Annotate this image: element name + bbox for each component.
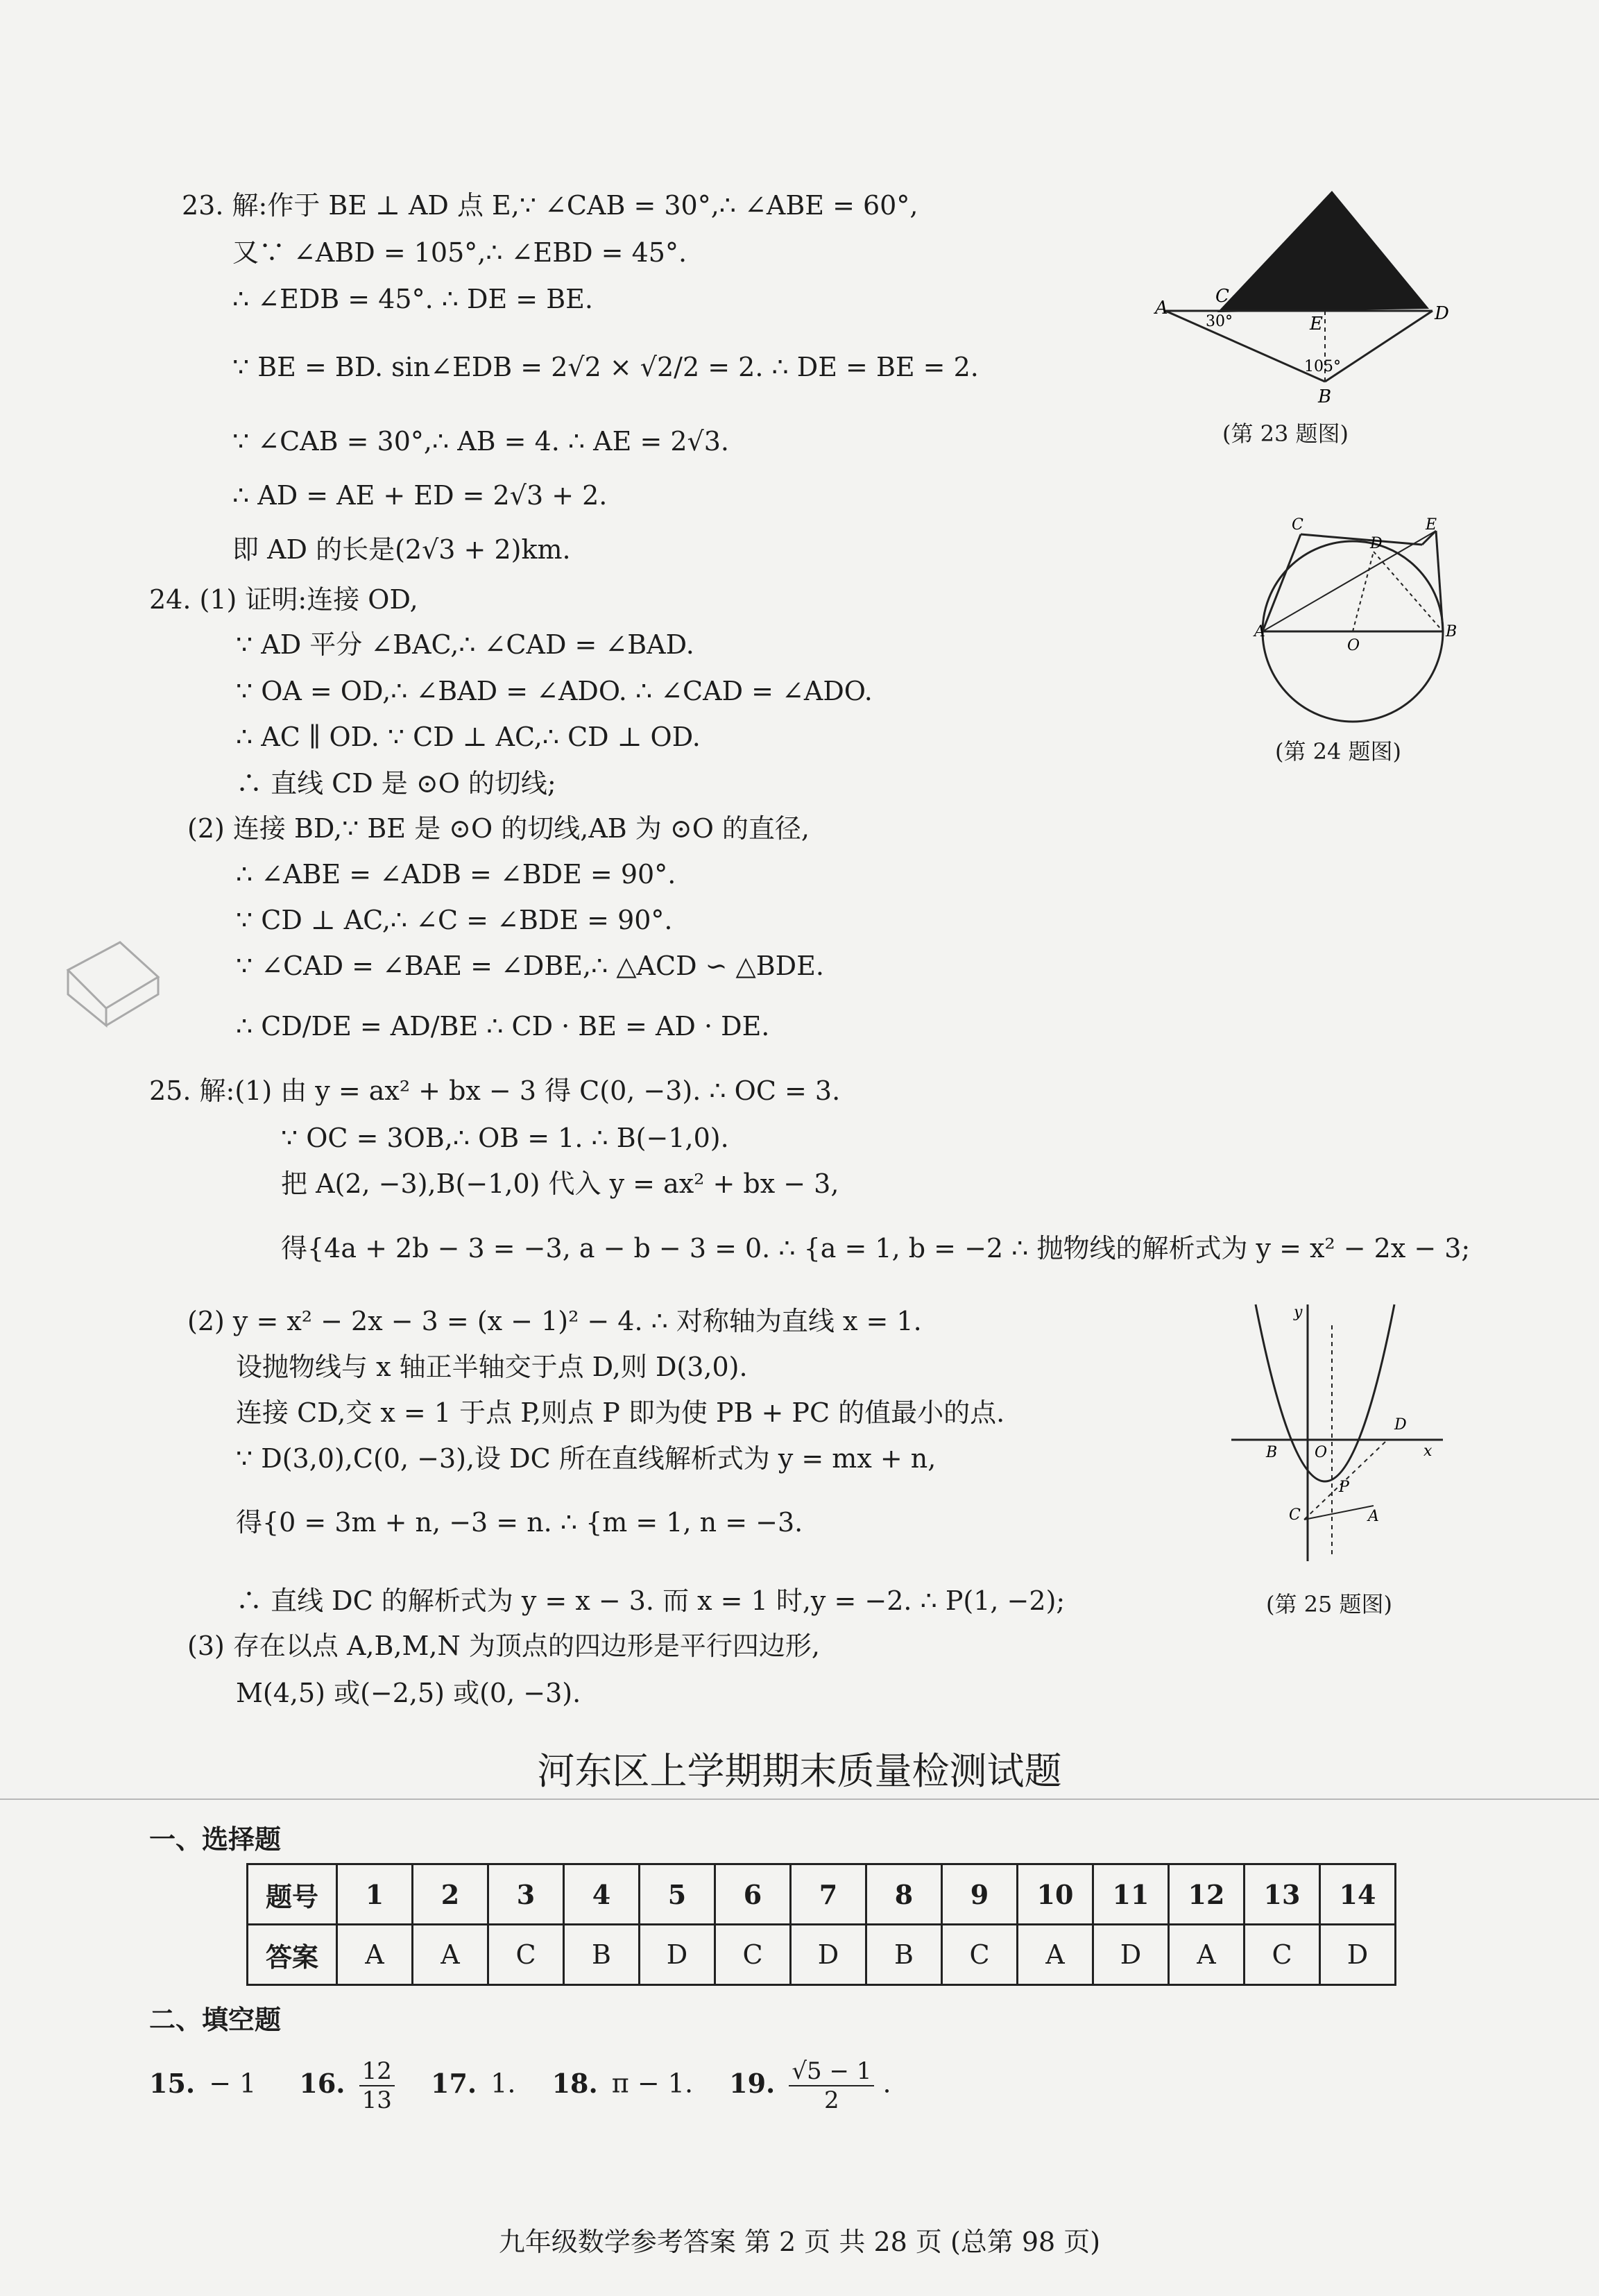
answer-cell: B — [564, 1925, 640, 1985]
row-label-answer: 答案 — [248, 1925, 337, 1985]
fig24-label-C: C — [1292, 516, 1303, 534]
fig25-label-A: A — [1368, 1508, 1379, 1525]
figure-23 — [1152, 187, 1457, 416]
question-number-cell: 2 — [413, 1864, 488, 1925]
question-number-cell: 8 — [866, 1864, 942, 1925]
solution-line-s24i: ∵ ∠CAD = ∠BAE = ∠DBE,∴ △ACD ∽ △BDE. — [236, 951, 824, 981]
answer-cell: C — [942, 1925, 1018, 1985]
solution-line-s23e: ∵ ∠CAB = 30°,∴ AB = 4. ∴ AE = 2√3. — [232, 426, 730, 457]
solution-line-s25l: M(4,5) 或(−2,5) 或(0, −3). — [236, 1678, 581, 1708]
fig25-label-x: x — [1423, 1443, 1433, 1460]
fig24-label-D: D — [1370, 535, 1383, 552]
solution-line-s24h: ∵ CD ⊥ AC,∴ ∠C = ∠BDE = 90°. — [236, 905, 673, 935]
q18-number: 18. — [551, 2067, 598, 2099]
q19-number: 19. — [729, 2067, 776, 2099]
q19-fraction — [789, 2057, 874, 2114]
figure-25 — [1228, 1298, 1457, 1561]
fig24-label-E: E — [1426, 516, 1437, 534]
solution-line-s25d: 得{4a + 2b − 3 = −3, a − b − 3 = 0. ∴ {a = 1, b = −2 ∴ 抛物线的解析式为 y = x² − 2x − 3; — [281, 1233, 1471, 1264]
fig24-label-B: B — [1446, 623, 1457, 640]
answer-cell: D — [1320, 1925, 1396, 1985]
answer-cell: D — [640, 1925, 715, 1985]
question-number-cell: 6 — [715, 1864, 791, 1925]
fig23-caption: (第 23 题图) — [1222, 420, 1349, 447]
solution-line-s24g: ∴ ∠ABE = ∠ADB = ∠BDE = 90°. — [236, 859, 676, 890]
q17-number: 17. — [431, 2067, 477, 2099]
solution-line-s25g: 连接 CD,交 x = 1 于点 P,则点 P 即为使 PB + PC 的值最小的点. — [236, 1397, 1005, 1428]
q16-fraction — [359, 2057, 395, 2114]
answer-cell: D — [1093, 1925, 1169, 1985]
fig23-label-D: D — [1435, 303, 1449, 324]
q19-denominator: 2 — [824, 2086, 839, 2114]
figure-24 — [1256, 517, 1457, 732]
fig25-label-C: C — [1289, 1506, 1301, 1524]
solution-line-s23f: ∴ AD = AE + ED = 2√3 + 2. — [232, 480, 608, 511]
fig23-label-30: 30° — [1206, 313, 1233, 330]
q16-number: 16. — [299, 2067, 345, 2099]
solution-line-s24b: ∵ AD 平分 ∠BAC,∴ ∠CAD = ∠BAD. — [236, 629, 694, 660]
solution-line-s25k: (3) 存在以点 A,B,M,N 为顶点的四边形是平行四边形, — [187, 1631, 820, 1661]
answer-cell: A — [1169, 1925, 1245, 1985]
fig23-label-105: 105° — [1304, 358, 1341, 375]
solution-line-s24a: 24. (1) 证明:连接 OD, — [149, 584, 418, 615]
q18-answer: π − 1. — [611, 2068, 694, 2099]
fig24-caption: (第 24 题图) — [1275, 738, 1402, 765]
solution-line-s25h: ∵ D(3,0),C(0, −3),设 DC 所在直线解析式为 y = mx + n, — [236, 1443, 937, 1474]
fig24-label-O: O — [1347, 637, 1360, 654]
answer-cell: A — [337, 1925, 413, 1985]
question-number-cell: 3 — [488, 1864, 564, 1925]
row-label-number: 题号 — [248, 1864, 337, 1925]
section-divider — [0, 1798, 1599, 1800]
q15-answer: − 1 — [209, 2068, 257, 2099]
fig23-label-E: E — [1310, 314, 1323, 334]
fig25-label-O: O — [1315, 1444, 1328, 1461]
answer-cell: C — [715, 1925, 791, 1985]
fig24-label-A: A — [1254, 623, 1265, 640]
question-number-cell: 1 — [337, 1864, 413, 1925]
question-number-cell: 7 — [791, 1864, 866, 1925]
fig25-label-P: P — [1339, 1479, 1349, 1496]
question-number-cell: 14 — [1320, 1864, 1396, 1925]
solution-line-s25i: 得{0 = 3m + n, −3 = n. ∴ {m = 1, n = −3. — [236, 1507, 803, 1538]
solution-line-s24f: (2) 连接 BD,∵ BE 是 ⊙O 的切线,AB 为 ⊙O 的直径, — [187, 813, 810, 844]
fig25-label-D: D — [1394, 1416, 1407, 1434]
answer-table-row-answers — [248, 1925, 1396, 1985]
fig23-label-C: C — [1215, 286, 1229, 307]
question-number-cell: 12 — [1169, 1864, 1245, 1925]
solution-line-s23d: ∵ BE = BD. sin∠EDB = 2√2 × √2/2 = 2. ∴ DE = BE = 2. — [232, 352, 979, 382]
solution-line-s24d: ∴ AC ∥ OD. ∵ CD ⊥ AC,∴ CD ⊥ OD. — [236, 722, 701, 752]
answer-cell: C — [1245, 1925, 1320, 1985]
part2-heading: 二、填空题 — [149, 2005, 282, 2035]
fig23-label-B: B — [1318, 386, 1332, 407]
solution-line-s25f: 设抛物线与 x 轴正半轴交于点 D,则 D(3,0). — [236, 1352, 748, 1382]
solution-line-s25a: 25. 解:(1) 由 y = ax² + bx − 3 得 C(0, −3). ∴ OC = 3. — [149, 1075, 841, 1106]
answer-table-row-numbers — [248, 1864, 1396, 1925]
page-footer: 九年级数学参考答案 第 2 页 共 28 页 (总第 98 页) — [498, 2227, 1101, 2257]
fig23-label-A: A — [1155, 298, 1168, 318]
answer-cell: A — [413, 1925, 488, 1985]
solution-line-s24e: ∴ 直线 CD 是 ⊙O 的切线; — [236, 768, 556, 799]
question-number-cell: 13 — [1245, 1864, 1320, 1925]
answer-cell: A — [1018, 1925, 1093, 1985]
solution-line-s25b: ∵ OC = 3OB,∴ OB = 1. ∴ B(−1,0). — [281, 1123, 729, 1153]
answer-cell: B — [866, 1925, 942, 1985]
fill-answers — [149, 2057, 891, 2114]
part1-heading: 一、选择题 — [149, 1824, 282, 1855]
watermark-stamp — [54, 928, 165, 1032]
q16-denominator: 13 — [361, 2086, 392, 2114]
q15-number: 15. — [149, 2067, 196, 2099]
answer-cell: D — [791, 1925, 866, 1985]
solution-line-s25j: ∴ 直线 DC 的解析式为 y = x − 3. 而 x = 1 时,y = −2. ∴ P(1, −2); — [236, 1585, 1066, 1616]
question-number-cell: 9 — [942, 1864, 1018, 1925]
solution-line-s24c: ∵ OA = OD,∴ ∠BAD = ∠ADO. ∴ ∠CAD = ∠ADO. — [236, 676, 873, 706]
solution-line-s23b: 又∵ ∠ABD = 105°,∴ ∠EBD = 45°. — [232, 237, 687, 268]
solution-line-s25e: (2) y = x² − 2x − 3 = (x − 1)² − 4. ∴ 对称轴为直线 x = 1. — [187, 1306, 922, 1336]
question-number-cell: 5 — [640, 1864, 715, 1925]
solution-line-s25c: 把 A(2, −3),B(−1,0) 代入 y = ax² + bx − 3, — [281, 1168, 839, 1199]
q19-end: . — [882, 2068, 891, 2099]
fig25-caption: (第 25 题图) — [1266, 1591, 1393, 1617]
question-number-cell: 10 — [1018, 1864, 1093, 1925]
solution-line-s23c: ∴ ∠EDB = 45°. ∴ DE = BE. — [232, 284, 593, 314]
q17-answer: 1. — [490, 2068, 516, 2099]
q19-numerator: √5 − 1 — [789, 2057, 874, 2086]
solution-line-s23g: 即 AD 的长是(2√3 + 2)km. — [232, 534, 571, 565]
q16-numerator: 12 — [359, 2057, 395, 2086]
solution-line-s23a: 23. 解:作于 BE ⊥ AD 点 E,∵ ∠CAB = 30°,∴ ∠ABE = 60°, — [182, 190, 918, 221]
solution-line-s24j: ∴ CD/DE = AD/BE ∴ CD · BE = AD · DE. — [236, 1011, 770, 1041]
answer-cell: C — [488, 1925, 564, 1985]
question-number-cell: 11 — [1093, 1864, 1169, 1925]
answer-table — [246, 1863, 1396, 1986]
question-number-cell: 4 — [564, 1864, 640, 1925]
fig25-label-y: y — [1294, 1304, 1303, 1321]
section-title: 河东区上学期期末质量检测试题 — [537, 1749, 1062, 1793]
fig25-label-B: B — [1266, 1444, 1278, 1461]
